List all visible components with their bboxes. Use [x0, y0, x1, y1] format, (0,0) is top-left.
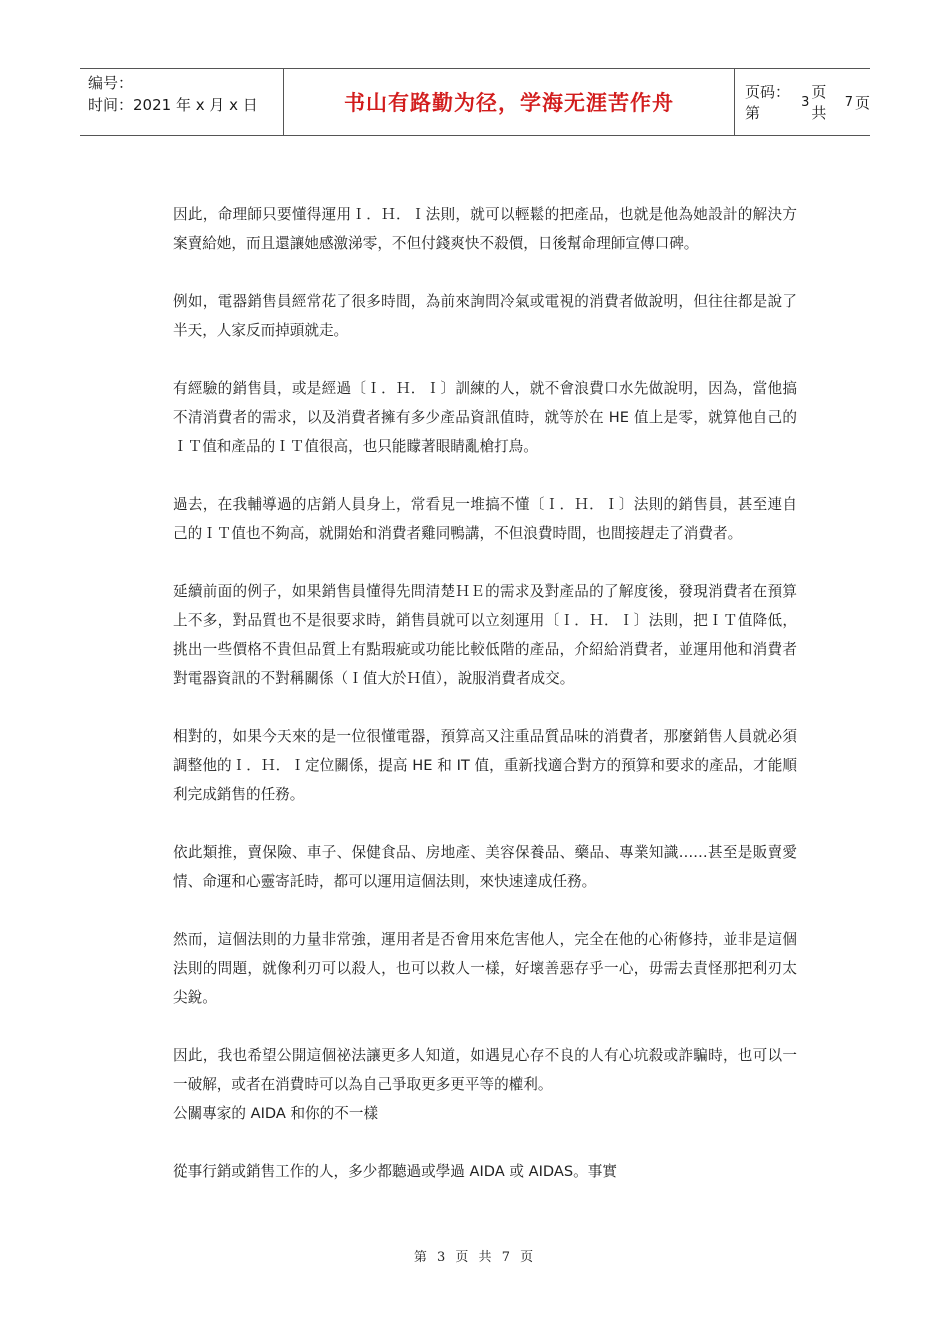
- page-prefix: 页码：第: [745, 83, 791, 122]
- page-current: 3: [801, 94, 810, 110]
- paragraph: 依此類推，賣保險、車子、保健食品、房地產、美容保養品、藥品、專業知識……甚至是販賣愛情、命運和心靈寄託時，都可以運用這個法則，來快速達成任務。: [173, 844, 797, 890]
- footer-suffix: 页: [520, 1250, 537, 1265]
- page-total: 7: [844, 94, 853, 110]
- paragraph: 從事行銷或銷售工作的人，多少都聽過或學過 AIDA 或 AIDAS。事實: [173, 1163, 617, 1180]
- paragraph: 相對的，如果今天來的是一位很懂電器，預算高又注重品質品味的消費者，那麼銷售人員就必須調整他的Ｉ．Ｈ．Ｉ定位關係，提高 HE 和 IT 值，重新找適合對方的預算和要求的產品，才能順利完成銷售的任務。: [173, 728, 797, 803]
- page-header: [80, 68, 870, 136]
- footer-total: 7: [501, 1250, 513, 1265]
- section-heading: 公關專家的 AIDA 和你的不一樣: [173, 1105, 379, 1122]
- paragraph: 過去，在我輔導過的店銷人員身上，常看見一堆搞不懂〔Ｉ．Ｈ．Ｉ〕法則的銷售員，甚至連自己的ＩＴ值也不夠高，就開始和消費者雞同鴨講，不但浪費時間，也間接趕走了消費者。: [173, 496, 797, 542]
- document-number-label: 编号：: [88, 74, 134, 92]
- footer-prefix: 第: [413, 1250, 430, 1265]
- header-meta: [80, 69, 283, 135]
- paragraph: 延續前面的例子，如果銷售員懂得先問清楚ＨＥ的需求及對產品的了解度後，發現消費者在預算上不多，對品質也不是很要求時，銷售員就可以立刻運用〔Ｉ．Ｈ．Ｉ〕法則，把ＩＴ值降低，挑出一些價格不貴但品質上有點瑕疵或功能比較低階的產品，介紹給消費者，並運用他和消費者對電器資訊的不對稱關係（Ｉ值大於Ｈ值），說服消費者成交。: [173, 583, 797, 687]
- footer-middle: 页 共: [455, 1250, 495, 1265]
- paragraph: 因此，命理師只要懂得運用Ｉ．Ｈ．Ｉ法則，就可以輕鬆的把產品，也就是他為她設計的解決方案賣給她，而且還讓她感激涕零，不但付錢爽快不殺價，日後幫命理師宣傳口碑。: [173, 206, 797, 252]
- footer-current: 3: [437, 1250, 449, 1265]
- paragraph: 因此，我也希望公開這個祕法讓更多人知道，如遇見心存不良的人有心坑殺或詐騙時，也可以一一破解，或者在消費時可以為自己爭取更多更平等的權利。: [173, 1047, 797, 1093]
- paragraph: 有經驗的銷售員，或是經過〔Ｉ．Ｈ．Ｉ〕訓練的人，就不會浪費口水先做說明，因為，當他搞不清消費者的需求，以及消費者擁有多少產品資訊值時，就等於在 HE 值上是零，就算他自己的ＩＴ值和產品的ＩＴ值很高，也只能矇著眼睛亂槍打鳥。: [173, 380, 797, 455]
- page-footer: [0, 1246, 950, 1265]
- paragraph: 然而，這個法則的力量非常強，運用者是否會用來危害他人，完全在他的心術修持，並非是這個法則的問題，就像利刃可以殺人，也可以救人一樣，好壞善惡存乎一心，毋需去責怪那把利刃太尖銳。: [173, 931, 797, 1006]
- page-suffix: 页: [854, 93, 870, 112]
- paragraph: 例如，電器銷售員經常花了很多時間，為前來詢問冷氣或電視的消費者做說明，但往往都是說了半天，人家反而掉頭就走。: [173, 293, 797, 339]
- document-body: [173, 200, 797, 1215]
- header-motto: 书山有路勤为径，学海无涯苦作舟: [344, 91, 674, 115]
- header-page-indicator: [735, 69, 870, 135]
- document-date: 时间：2021 年 x 月 x 日: [88, 96, 258, 114]
- header-motto-cell: [283, 69, 735, 135]
- page-middle: 页 共: [811, 83, 827, 122]
